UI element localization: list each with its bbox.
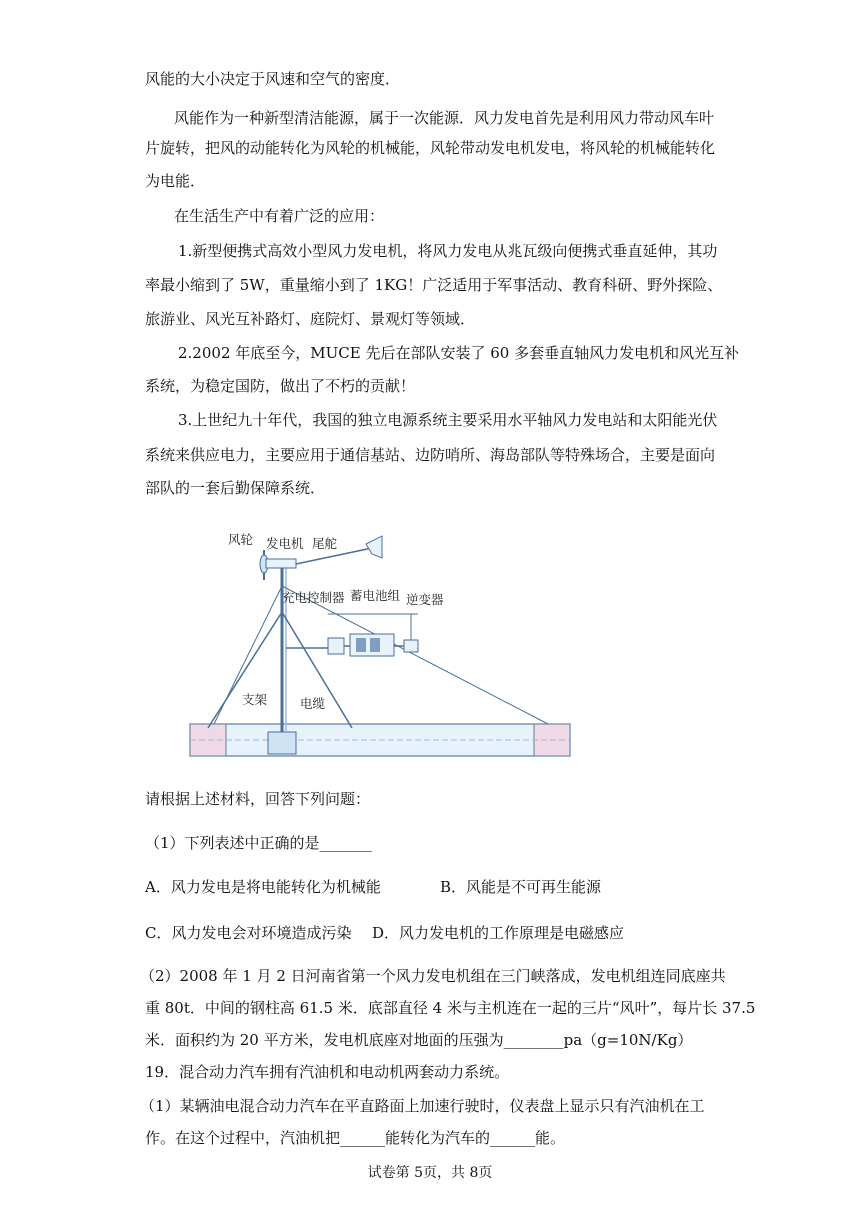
text-line: 旅游业、风光互补路灯、庭院灯、景观灯等领域．: [145, 310, 476, 328]
option-a: A．风力发电是将电能转化为机械能: [145, 878, 381, 896]
text-line: 系统来供应电力，主要应用于通信基站、边防哨所、海岛部队等特殊场合，主要是面向: [145, 446, 716, 464]
text-line: 2.2002 年底至今，MUCE 先后在部队安装了 60 多套垂直轴风力发电机和风光互补: [178, 344, 740, 362]
text-line: 片旋转，把风的动能转化为风轮的机械能，风轮带动发电机发电，将风轮的机械能转化: [145, 139, 716, 157]
battery-cell: [370, 638, 380, 652]
question-19-1-line: （1）某辆油电混合动力汽车在平直路面上加速行驶时，仪表盘上显示只有汽油机在工: [140, 1097, 705, 1115]
question-prompt: 请根据上述材料，回答下列问题：: [145, 790, 371, 808]
label-cable: 电缆: [300, 696, 326, 711]
tail-vane: [366, 536, 382, 558]
text-line: 率最小缩到了 5W，重量缩小到了 1KG！广泛适用于军事活动、教育科研、野外探险、: [145, 276, 723, 294]
inverter-box: [404, 640, 418, 652]
label-support: 支架: [242, 692, 268, 707]
mast-foundation: [268, 732, 296, 754]
question-2-line: （2）2008 年 1 月 2 日河南省第一个风力发电机组在三门峡落成，发电机组连同底座共: [140, 967, 726, 985]
option-b: B．风能是不可再生能源: [440, 878, 602, 896]
text-line: 系统，为稳定国防，做出了不朽的贡献！: [145, 377, 416, 395]
question-19: 19．混合动力汽车拥有汽油机和电动机两套动力系统。: [145, 1063, 510, 1081]
label-inverter: 逆变器: [406, 592, 444, 607]
question-19-1-line: 作。在这个过程中，汽油机把______能转化为汽车的______能。: [145, 1129, 566, 1147]
wind-power-diagram: [186, 514, 606, 764]
text-line: 部队的一套后勤保障系统．: [145, 479, 326, 497]
support-leg-left: [208, 612, 282, 728]
text-line: 风能作为一种新型清洁能源，属于一次能源．风力发电首先是利用风力带动风车叶: [174, 109, 715, 127]
option-c: C．风力发电会对环境造成污染: [145, 924, 352, 942]
label-battery-pack: 蓄电池组: [350, 588, 401, 603]
question-2-line: 米．面积约为 20 平方米，发电机底座对地面的压强为________pa（g=10N/Kg）: [145, 1031, 693, 1049]
charge-controller: [328, 638, 344, 654]
question-1: （1）下列表述中正确的是_______: [145, 834, 373, 852]
battery-cell: [356, 638, 366, 652]
text-line: 风能的大小决定于风速和空气的密度．: [145, 70, 401, 88]
option-d: D．风力发电机的工作原理是电磁感应: [372, 924, 625, 942]
label-tail-vane: 尾舵: [312, 536, 338, 551]
text-line: 在生活生产中有着广泛的应用：: [174, 207, 385, 225]
question-2-line: 重 80t．中间的钢柱高 61.5 米．底部直径 4 米与主机连在一起的三片“风叶”，每片长 37.5: [145, 999, 756, 1017]
label-charge-controller: 充电控制器: [282, 590, 345, 605]
generator-body: [266, 559, 296, 568]
text-line: 1.新型便携式高效小型风力发电机，将风力发电从兆瓦级向便携式垂直延伸，其功: [178, 242, 718, 260]
label-generator: 发电机: [266, 536, 304, 551]
text-line: 3.上世纪九十年代，我国的独立电源系统主要采用水平轴风力发电站和太阳能光伏: [178, 411, 718, 429]
label-wind-wheel: 风轮: [228, 532, 254, 547]
page-footer: 试卷第 5页，共 8页: [367, 1165, 493, 1181]
text-line: 为电能．: [145, 172, 206, 190]
